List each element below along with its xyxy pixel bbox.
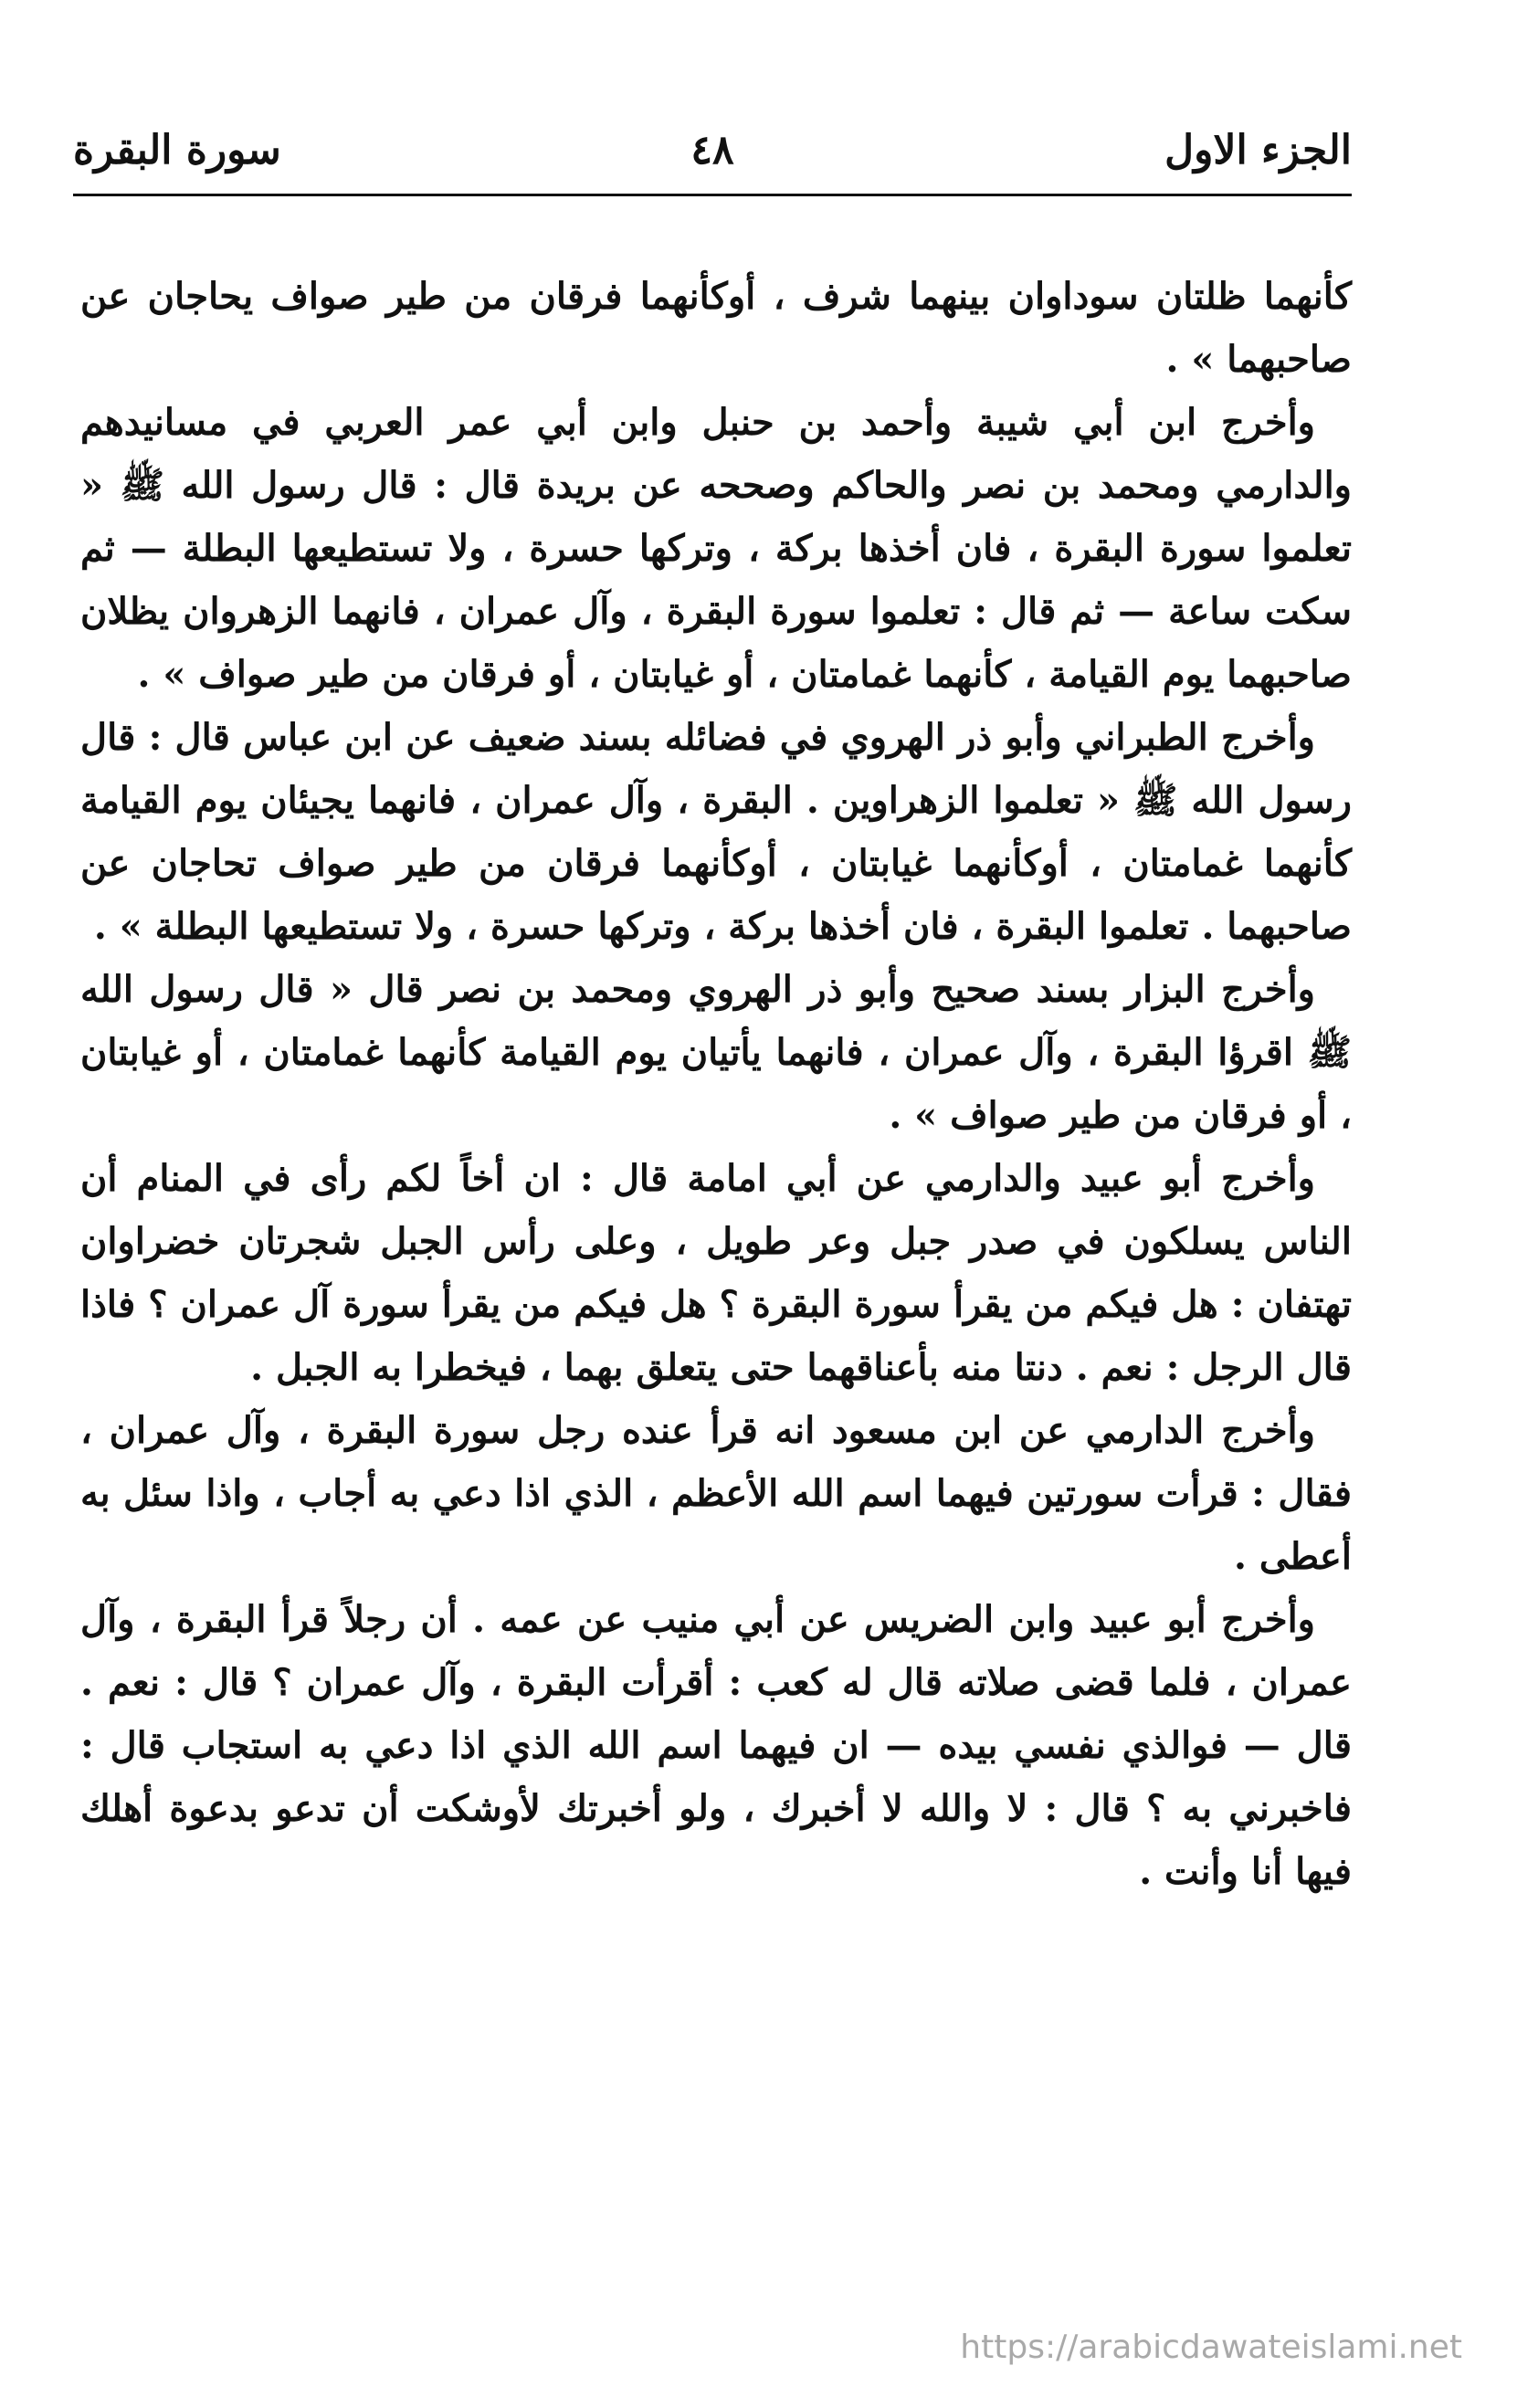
paragraph: وأخرج ابن أبي شيبة وأحمد بن حنبل وابن أبي عمر العربي في مسانيدهم والدارمي ومحمد بن نصر والحاكم وصححه عن بريدة قال : قال رسول الله ﷺ « تعلموا سورة البقرة ، فان أخذها بركة ، وتركها حسرة ، ولا تستطيعها البطلة — ثم سكت ساعة — ثم قال : تعلموا سورة البقرة ، وآل عمران ، فانهما الزهروان يظلان صاحبهما يوم القيامة ، كأنهما غمامتان ، أو غيابتان ، أو فرقان من طير صواف » . <box>80 401 1352 696</box>
paragraph: وأخرج الدارمي عن ابن مسعود انه قرأ عنده رجل سورة البقرة ، وآل عمران ، فقال : قرأت سورتين فيهما اسم الله الأعظم ، الذي اذا دعي به أجاب ، واذا سئل به أعطى . <box>80 1409 1352 1578</box>
header-rule <box>73 194 1352 196</box>
paragraph: وأخرج أبو عبيد وابن الضريس عن أبي منيب عن عمه . أن رجلاً قرأ البقرة ، وآل عمران ، فلما قضى صلاته قال له كعب : أقرأت البقرة ، وآل عمران ؟ قال : نعم . قال — فوالذي نفسي بيده — ان فيهما اسم الله الذي اذا دعي به استجاب قال : فاخبرني به ؟ قال : لا والله لا أخبرك ، ولو أخبرتك لأوشكت أن تدعو بدعوة أهلك فيها أنا وأنت . <box>80 1598 1352 1893</box>
page-number: ٤٨ <box>690 127 734 174</box>
page-header <box>73 110 1352 192</box>
paragraph: وأخرج أبو عبيد والدارمي عن أبي امامة قال : ان أخاً لكم رأى في المنام أن الناس يسلكون في صدر جبل وعر طويل ، وعلى رأس الجبل شجرتان خضراوان تهتفان : هل فيكم من يقرأ سورة البقرة ؟ هل فيكم من يقرأ سورة آل عمران ؟ فاذا قال الرجل : نعم . دنتا منه بأعناقهما حتى يتعلق بهما ، فيخطرا به الجبل . <box>80 1157 1352 1389</box>
watermark-url: https://arabicdawateislami.net <box>960 2329 1462 2366</box>
paragraph: كأنهما ظلتان سوداوان بينهما شرف ، أوكأنهما فرقان من طير صواف يحاجان عن صاحبهما » . <box>80 275 1352 381</box>
paragraph: وأخرج البزار بسند صحيح وأبو ذر الهروي ومحمد بن نصر قال « قال رسول الله ﷺ اقرؤا البقرة ، وآل عمران ، فانهما يأتيان يوم القيامة كأنهما غمامتان ، أو غيابتان ، أو فرقان من طير صواف » . <box>80 968 1352 1137</box>
paragraph: وأخرج الطبراني وأبو ذر الهروي في فضائله بسند ضعيف عن ابن عباس قال : قال رسول الله ﷺ « تعلموا الزهراوين . البقرة ، وآل عمران ، فانهما يجيئان يوم القيامة كأنهما غمامتان ، أوكأنهما غيابتان ، أوكأنهما فرقان من طير صواف تحاجان عن صاحبهما . تعلموا البقرة ، فان أخذها بركة ، وتركها حسرة ، ولا تستطيعها البطلة » . <box>80 716 1352 948</box>
surah-title: سورة البقرة <box>73 127 281 174</box>
page-body <box>80 265 1352 1903</box>
part-title: الجزء الاول <box>1164 127 1352 174</box>
